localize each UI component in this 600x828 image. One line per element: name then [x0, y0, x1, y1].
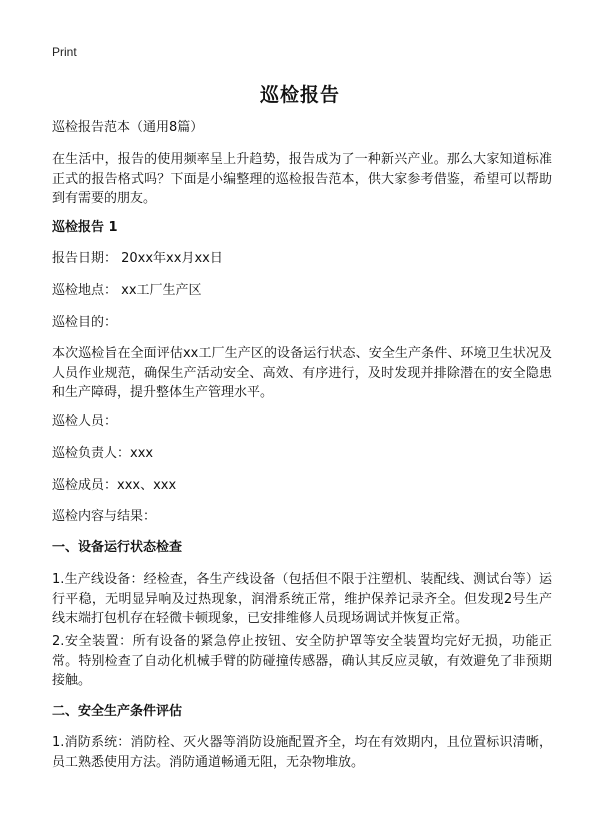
inspection-leader: 巡检负责人：xxx [52, 446, 154, 461]
personnel-label: 巡检人员： [52, 414, 118, 429]
section-1-item-1: 1.生产线设备：经检查，各生产线设备（包括但不限于注塑机、装配线、测试台等）运行平稳，无明显异响及过热现象，润滑系统正常，维护保养记录齐全。但发现2号生产线末端打包机存在轻微卡顿现象，已安排维修人员现场调试并恢复正常。 [52, 572, 552, 626]
content-label: 巡检内容与结果： [52, 509, 157, 524]
section-2-heading: 二、安全生产条件评估 [52, 704, 183, 719]
document-subtitle: 巡检报告范本（通用8篇） [52, 120, 204, 135]
section-2-item-1: 1.消防系统：消防栓、灭火器等消防设施配置齐全，均在有效期内，且位置标识清晰，员工熟悉使用方法。消防通道畅通无阻，无杂物堆放。 [52, 735, 552, 770]
purpose-paragraph: 本次巡检旨在全面评估xx工厂生产区的设备运行状态、安全生产条件、环境卫生状况及人员作业规范，确保生产活动安全、高效、有序进行，及时发现并排除潜在的安全隐患和生产障碍，提升整体生产管理水平。 [52, 346, 552, 400]
intro-paragraph: 在生活中，报告的使用频率呈上升趋势，报告成为了一种新兴产业。那么大家知道标准正式的报告格式吗？下面是小编整理的巡检报告范本，供大家参考借鉴，希望可以帮助到有需要的朋友。 [52, 152, 552, 206]
print-label: Print [52, 45, 77, 59]
report-date: 报告日期： 20xx年xx月xx日 [52, 251, 223, 266]
report-heading: 巡检报告 1 [52, 220, 118, 235]
inspection-location: 巡检地点： xx工厂生产区 [52, 283, 202, 298]
purpose-label: 巡检目的： [52, 315, 118, 330]
inspection-members: 巡检成员：xxx、xxx [52, 478, 177, 493]
section-1-item-2: 2.安全装置：所有设备的紧急停止按钮、安全防护罩等安全装置均完好无损，功能正常。特别检查了自动化机械手臂的防碰撞传感器，确认其反应灵敏，有效避免了非预期接触。 [52, 634, 552, 688]
section-1-heading: 一、设备运行状态检查 [52, 540, 183, 555]
document-title: 巡检报告 [259, 84, 340, 106]
